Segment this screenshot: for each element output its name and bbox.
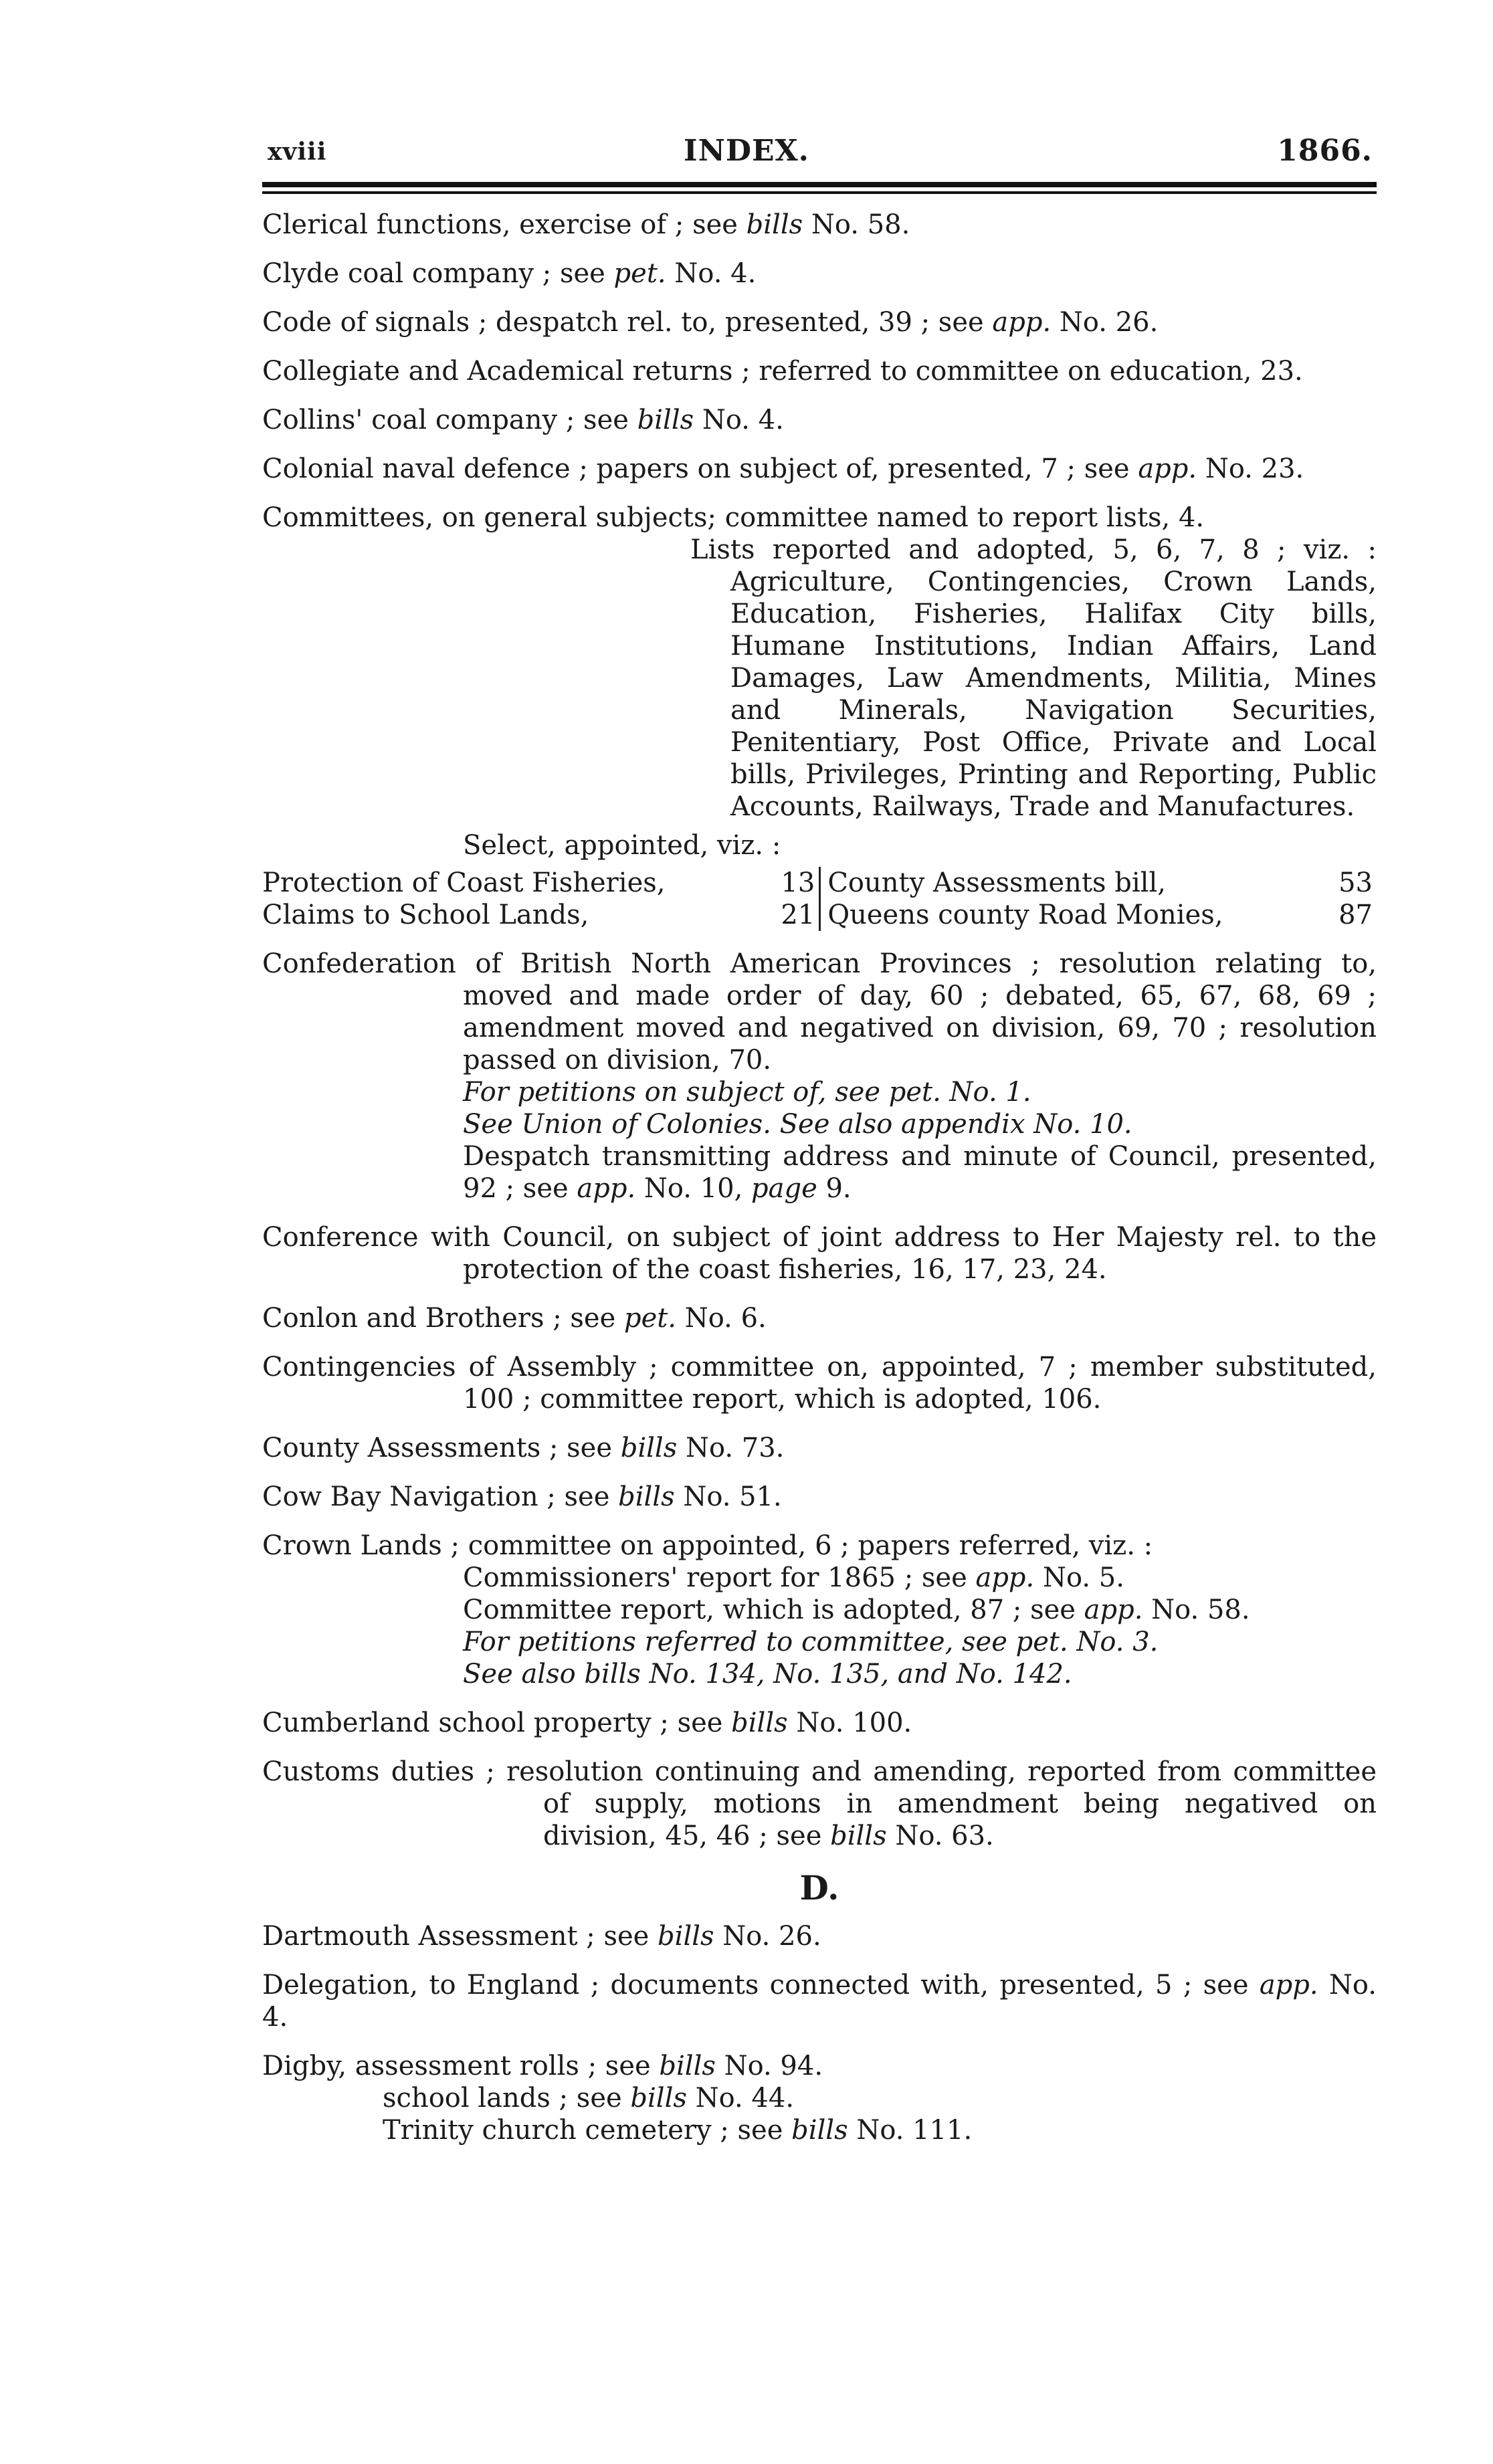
section-heading-d: D.	[799, 1868, 839, 1908]
index-entry-conlon: Conlon and Brothers ; see pet. No. 6.	[262, 1303, 767, 1334]
index-entry-conference: Conference with Council, on subject of joint address to Her Majesty rel. to the protection of the coast fisheries, 16, 17, 23, 24.	[262, 1222, 1377, 1285]
index-entry-collins: Collins' coal company ; see bills No. 4.	[262, 405, 784, 435]
committees-lists: Lists reported and adopted, 5, 6, 7, 8 ; viz. : Agriculture, Contingencies, Crown Lands, Education, Fisheries, Halifax City bills, Humane Institutions, Indian Affairs, Land Damages, Law Amendments, Militia, Mines and Minerals, Navigation Securities, Penitentiary, Post Office, Private and Local bills, Privileges, Printing and Reporting, Public Accounts, Railways, Trade and Manufactures.	[690, 534, 1377, 822]
confederation-despatch: Despatch transmitting address and minute of Council, presented, 92 ; see app. No. 10, page 9.	[463, 1141, 1377, 1204]
header-rule-thin	[262, 191, 1377, 194]
select-committees-table	[262, 867, 1377, 931]
index-entry-dartmouth: Dartmouth Assessment ; see bills No. 26.	[262, 1921, 821, 1952]
table-row: Claims to School Lands, 21 Queens county Road Monies, 87	[262, 900, 1373, 930]
committees-select: Select, appointed, viz. :	[463, 830, 781, 861]
page-title: INDEX.	[684, 134, 809, 168]
index-entry-delegation: Delegation, to England ; documents connected with, presented, 5 ; see app. No. 4.	[262, 1970, 1377, 2033]
index-entry-contingencies: Contingencies of Assembly ; committee on, appointed, 7 ; member substituted, 100 ; committee report, which is adopted, 106.	[262, 1352, 1377, 1415]
index-entry-committees	[262, 502, 1377, 931]
index-entry-confederation: Confederation of British North American Provinces ; resolution relating to, moved and made order of day, 60 ; debated, 65, 67, 68, 69 ; amendment moved and negatived on division, 69, 70 ; resolution passed on division, 70. For petitions on subject of, see pet. No. 1. See Union of Colonies. See also appendix No. 10. Despatch transmitting address and minute of Council, presented, 92 ; see app. No. 10, page 9.	[262, 948, 1377, 1204]
index-entry-county: County Assessments ; see bills No. 73.	[262, 1433, 785, 1463]
index-entry-colonial: Colonial naval defence ; papers on subject of, presented, 7 ; see app. No. 23.	[262, 453, 1304, 484]
index-entry-digby: Digby, assessment rolls ; see bills No. 94. school lands ; see bills No. 44. Trinity church cemetery ; see bills No. 111.	[262, 2051, 973, 2146]
index-entry-clerical: Clerical functions, exercise of ; see bills No. 58.	[262, 209, 910, 240]
index-entry-cumberland: Cumberland school property ; see bills No. 100.	[262, 1708, 912, 1738]
header-rule-thick	[262, 182, 1377, 187]
index-content	[262, 209, 1377, 2163]
index-entry-clyde: Clyde coal company ; see pet. No. 4.	[262, 258, 757, 289]
page-number: xviii	[268, 138, 327, 166]
table-row: Protection of Coast Fisheries, 13 County Assessments bill, 53	[262, 867, 1373, 898]
index-entry-customs: Customs duties ; resolution continuing and amending, reported from committee of supply, motions in amendment being negatived on division, 45, 46 ; see bills No. 63.	[262, 1756, 1377, 1851]
index-entry-cow-bay: Cow Bay Navigation ; see bills No. 51.	[262, 1481, 782, 1512]
page-year: 1866.	[1277, 134, 1373, 168]
confederation-see: See Union of Colonies. See also appendix No. 10.	[463, 1109, 1132, 1140]
index-entry-crown-lands: Crown Lands ; committee on appointed, 6 ; papers referred, viz. : Commissioners' report for 1865 ; see app. No. 5. Committee report, which is adopted, 87 ; see app. No. 58. For petitions referred to committee, see pet. No. 3. See also bills No. 134, No. 135, and No. 142.	[262, 1530, 1250, 1689]
confederation-petitions: For petitions on subject of, see pet. No. 1.	[463, 1077, 1031, 1108]
index-entry-code-of-signals: Code of signals ; despatch rel. to, presented, 39 ; see app. No. 26.	[262, 307, 1159, 338]
committees-head: Committees, on general subjects; committee named to report lists, 4.	[262, 502, 1205, 533]
index-entry-collegiate: Collegiate and Academical returns ; referred to committee on education, 23.	[262, 356, 1303, 387]
